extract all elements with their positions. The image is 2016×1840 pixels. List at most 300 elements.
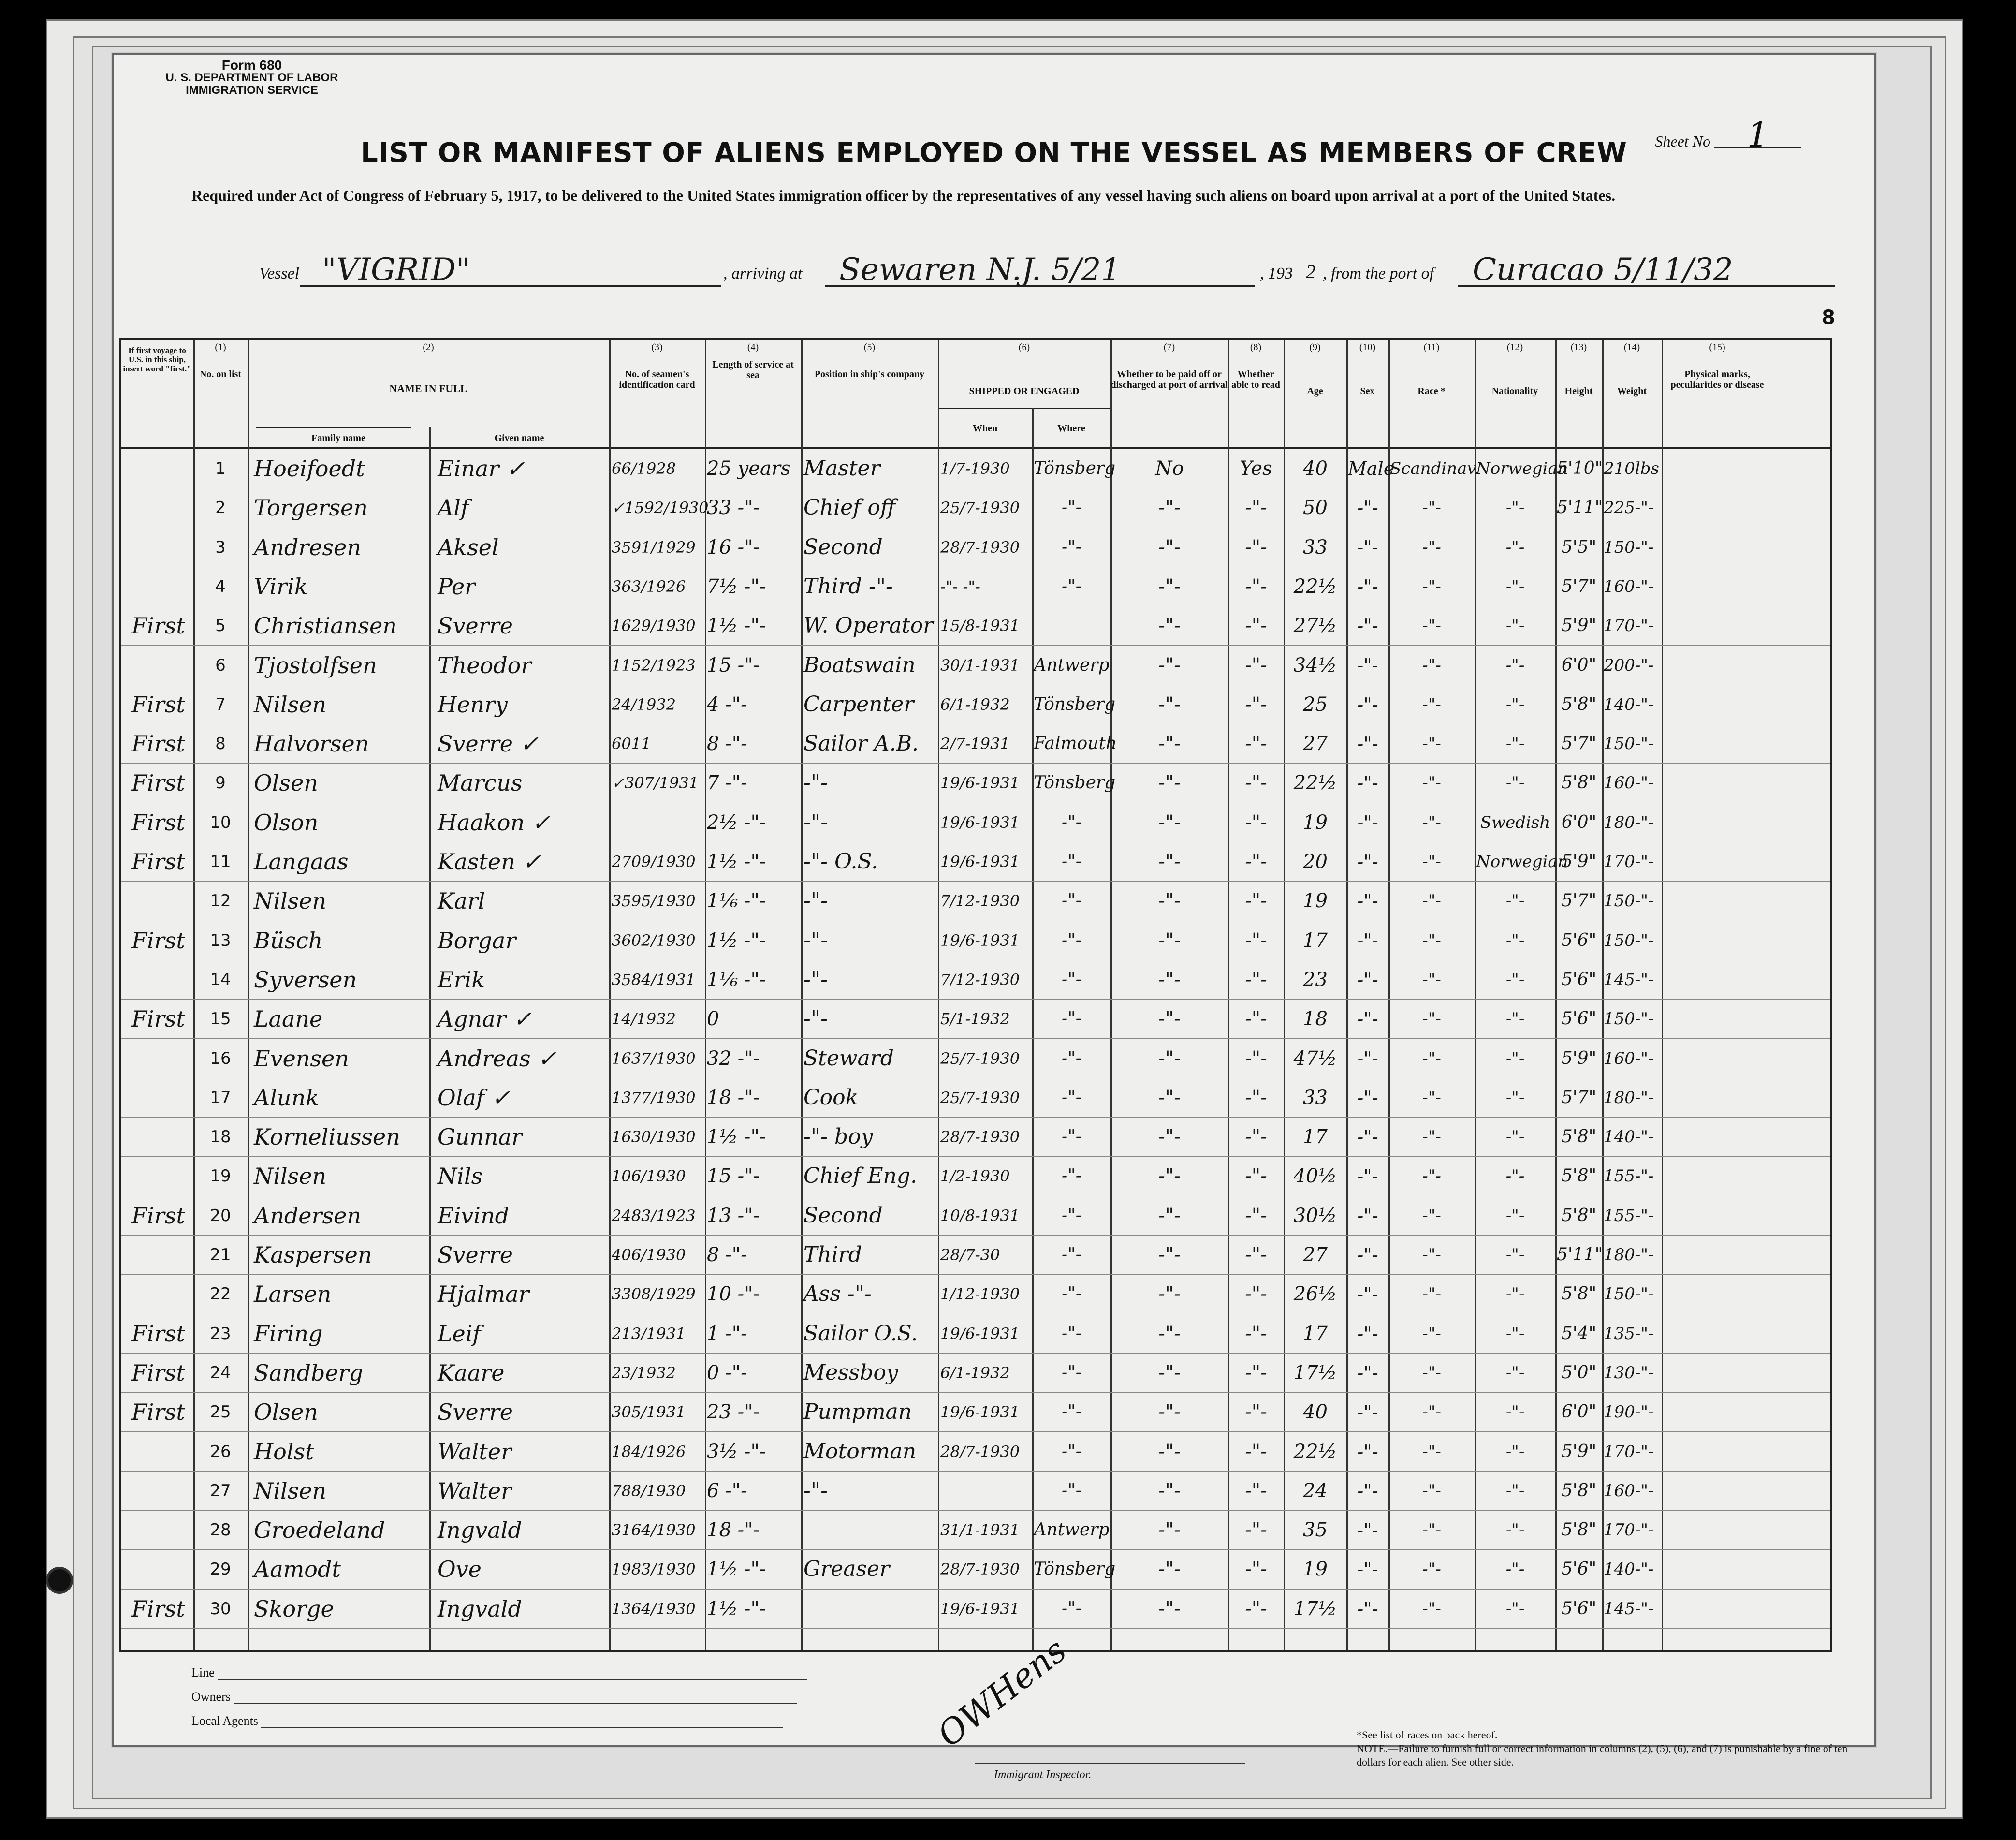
service-length-cell: 0 [707,1008,719,1030]
shipped-when-cell: 31/1-1931 [940,1521,1020,1540]
first-voyage-cell: First [131,927,185,954]
service-length-cell: 6 -"- [707,1479,747,1502]
first-voyage-cell [126,1432,191,1472]
family-name-cell: Tjostolfsen [254,652,377,678]
shipped-when-cell: 25/7-1930 [940,1088,1020,1107]
race-cell: -"- [1422,812,1441,832]
weight-cell: 140-"- [1604,1127,1654,1147]
sex-cell: -"- [1357,1559,1378,1580]
paid-off-cell: -"- [1158,851,1181,873]
position-cell: -"- [803,1478,828,1503]
paid-off-cell: -"- [1158,811,1181,834]
shipped-when-cell: 19/6-1931 [940,774,1020,793]
footer-agents [191,1714,783,1728]
nationality-cell: -"- [1505,1402,1525,1422]
paid-off-cell: -"- [1158,733,1181,755]
list-number-cell: 20 [210,1206,231,1225]
id-card-cell: 2483/1923 [612,1206,696,1225]
column-number: (15) [1709,342,1725,353]
family-name-cell: Firing [254,1320,323,1347]
weight-cell: 150-"- [1604,891,1654,911]
age-cell: 19 [1303,1558,1328,1581]
id-card-cell: 1364/1930 [612,1599,696,1618]
first-voyage-cell: First [131,731,185,757]
family-name-cell: Nilsen [254,691,327,718]
list-number-cell: 27 [210,1481,231,1501]
sex-cell: -"- [1357,1126,1378,1148]
height-cell: 5'6" [1561,930,1597,950]
weight-cell: 140-"- [1604,694,1654,714]
shipped-when-cell: 15/8-1931 [940,617,1020,635]
table-row [121,1000,1830,1039]
paid-off-cell: -"- [1158,1086,1181,1109]
shipped-where-cell: -"- [1062,498,1081,518]
sex-cell: -"- [1357,929,1378,951]
note-fine: NOTE.—Failure to furnish full or correct information in columns (2), (5), (6), and (7) is punishable by a fine of ten dollars for each alien. See other side. [1357,1742,1848,1768]
weight-cell: 130-"- [1604,1363,1654,1383]
service-length-cell: 1 -"- [707,1322,747,1345]
column-number: (8) [1250,342,1262,353]
age-cell: 40 [1303,457,1328,480]
page-number: 8 [1822,307,1835,329]
table-row [121,1196,1830,1236]
id-card-cell: 1377/1930 [612,1088,696,1107]
age-cell: 50 [1303,497,1328,519]
service-length-cell: 7 -"- [707,772,747,795]
shipped-where-cell: -"- [1062,1166,1081,1186]
list-number-cell: 10 [210,812,231,832]
nationality-cell: -"- [1505,498,1525,518]
owners-underline [234,1693,797,1704]
shipped-when-cell: 10/8-1931 [940,1206,1020,1225]
vessel-line [259,246,1845,290]
signature-underline [975,1763,1245,1764]
position-cell: Motorman [803,1439,917,1464]
id-card-cell: 3584/1931 [612,970,696,989]
nationality-cell: -"- [1505,1363,1525,1383]
first-voyage-cell [126,1472,191,1511]
height-cell: 6'0" [1561,812,1597,832]
line-underline [218,1669,807,1680]
crew-manifest-table [119,338,1832,1652]
service-length-cell: 8 -"- [707,1244,747,1266]
position-cell: Chief off [803,495,896,520]
service-length-cell: 1⅙ -"- [707,890,766,913]
able-read-cell: -"- [1245,1204,1267,1227]
first-voyage-cell: First [131,809,185,836]
height-cell: 5'8" [1561,1480,1597,1501]
given-name-cell: Sverre [438,1399,513,1426]
race-cell: Scandinav. [1390,459,1480,478]
race-cell: -"- [1422,537,1441,557]
race-cell: -"- [1422,616,1441,636]
shipped-when-cell: 6/1-1932 [940,1363,1010,1382]
position-cell: Cook [803,1085,859,1110]
shipped-where-cell: -"- [1062,1598,1081,1619]
family-name-cell: Langaas [254,849,349,875]
able-read-cell: -"- [1245,811,1267,834]
service-length-cell: 1½ -"- [707,1597,766,1620]
sex-cell: -"- [1357,1283,1378,1305]
shipped-where-cell: Antwerp [1034,1520,1110,1540]
service-length-cell: 16 -"- [707,536,760,559]
shipped-where-cell: -"- [1062,1323,1081,1343]
header-id-card: No. of seamen's identification card [619,369,695,390]
race-cell: -"- [1422,1402,1441,1422]
shipped-where-cell: -"- [1062,1009,1081,1029]
paid-off-cell: -"- [1158,497,1181,519]
nationality-cell: -"- [1505,1481,1525,1501]
shipped-where-cell: -"- [1062,1205,1081,1225]
id-card-cell: 363/1926 [612,577,686,596]
id-card-cell: 1630/1930 [612,1128,696,1147]
position-cell: Master [803,456,880,481]
table-row [121,1354,1830,1393]
table-row [121,764,1830,803]
able-read-cell: -"- [1245,733,1267,755]
column-number: (6) [1018,342,1030,353]
id-card-cell: 24/1932 [612,695,676,714]
height-cell: 5'5" [1561,537,1597,557]
given-name-cell: Nils [438,1163,483,1190]
table-row [121,646,1830,685]
list-number-cell: 18 [210,1127,231,1147]
first-voyage-cell [126,1511,191,1550]
service-length-cell: 2½ -"- [707,811,766,834]
table-row [121,1590,1830,1629]
list-number-cell: 1 [215,459,226,478]
column-number: (1) [215,342,226,353]
nationality-cell: -"- [1505,930,1525,950]
header-length-service: Length of service at sea [712,359,794,381]
age-cell: 27½ [1293,615,1337,637]
table-row [121,449,1830,488]
id-card-cell: 1629/1930 [612,617,696,635]
id-card-cell: ✓1592/1930 [612,499,709,517]
list-number-cell: 12 [210,891,231,911]
height-cell: 5'8" [1561,1284,1597,1304]
weight-cell: 150-"- [1604,1009,1654,1029]
list-number-cell: 5 [215,616,226,636]
list-number-cell: 3 [215,537,226,557]
race-cell: -"- [1422,1206,1441,1225]
able-read-cell: -"- [1245,772,1267,795]
able-read-cell: -"- [1245,1244,1267,1266]
height-cell: 6'0" [1561,655,1597,675]
weight-cell: 225-"- [1604,498,1654,518]
shipped-when-cell: 28/7-1930 [940,1128,1020,1147]
race-cell: -"- [1422,1324,1441,1343]
owners-label: Owners [191,1690,231,1704]
age-cell: 30½ [1293,1204,1337,1227]
list-number-cell: 28 [210,1520,231,1540]
shipped-when-cell: 19/6-1931 [940,1403,1020,1422]
family-name-cell: Andersen [254,1202,361,1229]
height-cell: 5'7" [1561,734,1597,754]
sex-cell: -"- [1357,1047,1378,1069]
shipped-where-cell: -"- [1062,969,1081,989]
table-row [121,1550,1830,1589]
height-cell: 5'10" [1557,458,1603,478]
header-nationality: Nationality [1491,386,1538,397]
table-row [121,1314,1830,1354]
position-cell: Third [803,1242,862,1267]
sex-cell: -"- [1357,1205,1378,1226]
shipped-where-cell: Tönsberg [1034,1559,1116,1579]
age-cell: 17 [1303,1126,1328,1148]
given-name-cell: Haakon ✓ [438,809,551,836]
given-name-cell: Walter [438,1438,512,1465]
shipped-when-cell: 28/7-1930 [940,538,1020,557]
race-cell: -"- [1422,1560,1441,1579]
header-paid-off: Whether to be paid off or discharged at port of arrival [1110,369,1228,390]
form-service: IMMIGRATION SERVICE [186,84,318,97]
shipped-when-cell: 7/12-1930 [940,892,1020,911]
first-voyage-cell [126,1157,191,1196]
height-cell: 5'9" [1561,1441,1597,1461]
table-row [121,1157,1830,1196]
position-cell: -"- [803,1006,828,1031]
given-name-cell: Aksel [438,534,499,560]
paid-off-cell: -"- [1158,575,1181,598]
first-voyage-cell [126,528,191,567]
first-voyage-cell [126,488,191,528]
punch-hole [46,1567,73,1594]
nationality-cell: -"- [1505,1245,1525,1265]
age-cell: 23 [1303,968,1328,991]
list-number-cell: 11 [210,852,231,871]
id-card-cell: 213/1931 [612,1324,686,1343]
race-cell: -"- [1422,1048,1441,1068]
table-row [121,606,1830,646]
weight-cell: 145-"- [1604,970,1654,989]
nationality-cell: -"- [1505,576,1525,596]
table-row [121,842,1830,882]
height-cell: 5'8" [1561,773,1597,793]
family-name-cell: Groedeland [254,1517,385,1544]
header-when: When [972,423,998,434]
shipped-where-cell: -"- [1062,1362,1081,1383]
form-department: U. S. DEPARTMENT OF LABOR [165,71,338,84]
service-length-cell: 23 -"- [707,1401,760,1424]
position-cell [803,1511,937,1550]
sex-cell: -"- [1357,1519,1378,1541]
list-number-cell: 25 [210,1402,231,1422]
header-position: Position in ship's company [814,369,925,380]
from-port: Curacao 5/11/32 [1473,252,1733,288]
sex-cell: -"- [1357,851,1378,872]
column-number: (13) [1570,342,1587,353]
list-number-cell: 19 [210,1166,231,1186]
list-number-cell: 24 [210,1363,231,1383]
shipped-where-cell: -"- [1062,812,1081,832]
weight-cell: 150-"- [1604,930,1654,950]
given-name-cell: Ove [438,1556,482,1583]
able-read-cell: -"- [1245,1165,1267,1188]
column-number: (4) [747,342,759,353]
service-length-cell: 18 -"- [707,1519,760,1542]
first-voyage-cell: First [131,1202,185,1229]
position-cell: Third -"- [803,574,893,599]
sex-cell: -"- [1357,1087,1378,1108]
shipped-when-cell: 1/2-1930 [940,1167,1010,1186]
first-voyage-cell [126,1550,191,1589]
nationality-cell: -"- [1505,1166,1525,1186]
age-cell: 24 [1303,1479,1328,1502]
header-family-name: Family name [311,433,365,443]
shipped-when-cell: 28/7-1930 [940,1442,1020,1461]
header-shipped: SHIPPED OR ENGAGED [969,386,1080,397]
sex-cell: -"- [1357,536,1378,558]
nationality-cell: -"- [1505,1127,1525,1147]
able-read-cell: -"- [1245,968,1267,991]
age-cell: 18 [1303,1008,1328,1030]
nationality-cell: -"- [1505,891,1525,911]
position-cell: Messboy [803,1360,898,1385]
sex-cell: -"- [1357,890,1378,912]
paid-off-cell: -"- [1158,1204,1181,1227]
position-cell: Carpenter [803,692,914,717]
paid-off-cell: -"- [1158,693,1181,716]
given-name-cell: Walter [438,1477,512,1504]
paid-off-cell: -"- [1158,1519,1181,1542]
page-title: LIST OR MANIFEST OF ALIENS EMPLOYED ON THE VESSEL AS MEMBERS OF CREW [361,137,1627,169]
able-read-cell: -"- [1245,536,1267,559]
family-name-cell: Büsch [254,927,323,954]
race-cell: -"- [1422,1442,1441,1461]
family-name-cell: Larsen [254,1281,332,1308]
id-card-cell: 106/1930 [612,1167,686,1186]
race-cell: -"- [1422,1245,1441,1265]
header-race: Race * [1417,386,1446,397]
list-number-cell: 14 [210,970,231,989]
shipped-where-cell: -"- [1062,1127,1081,1147]
paid-off-cell: -"- [1158,1361,1181,1384]
given-name-cell: Olaf ✓ [438,1084,511,1111]
first-voyage-cell: First [131,1006,185,1032]
family-name-cell: Hoeifoedt [254,456,365,482]
id-card-cell: 66/1928 [612,459,676,478]
age-cell: 25 [1303,693,1328,716]
shipped-where-cell: -"- [1062,537,1081,557]
family-name-cell: Kaspersen [254,1242,372,1268]
nationality-cell: Swedish [1480,812,1550,832]
year-label: , 193 [1260,265,1293,282]
race-cell: -"- [1422,694,1441,714]
footer-owners [191,1690,797,1704]
weight-cell: 155-"- [1604,1206,1654,1225]
race-cell: -"- [1422,1481,1441,1501]
position-cell: Greaser [803,1557,890,1582]
shipped-when-cell: 25/7-1930 [940,499,1020,517]
sheet-number-value: 1 [1714,123,1801,148]
shipped-where-cell: -"- [1062,1087,1081,1107]
shipped-when-cell: 1/12-1930 [940,1285,1020,1304]
service-length-cell: 1½ -"- [707,1558,766,1581]
service-length-cell: 1½ -"- [707,1126,766,1148]
nationality-cell: -"- [1505,1048,1525,1068]
shipped-when-cell: 25/7-1930 [940,1049,1020,1068]
table-row [121,921,1830,960]
able-read-cell: -"- [1245,575,1267,598]
service-length-cell: 7½ -"- [707,575,766,598]
service-length-cell: 10 -"- [707,1283,760,1306]
race-cell: -"- [1422,1166,1441,1186]
header-able-read: Whether able to read [1231,369,1280,390]
given-name-cell: Ingvald [438,1517,522,1544]
age-cell: 33 [1303,1086,1328,1109]
shipped-where-cell: Falmouth [1034,734,1117,754]
first-voyage-cell [126,1236,191,1275]
table-row [121,1393,1830,1432]
height-cell: 5'7" [1561,891,1597,911]
table-row [121,1078,1830,1118]
shipped-where-cell: Tönsberg [1034,773,1116,793]
height-cell: 5'7" [1561,1087,1597,1107]
sex-cell: -"- [1357,497,1378,519]
sex-cell: -"- [1357,1598,1378,1619]
paid-off-cell: No [1155,457,1184,480]
nationality-cell: Norwegian [1476,852,1568,871]
nationality-cell: -"- [1505,1088,1525,1107]
nationality-cell: -"- [1505,970,1525,989]
weight-cell: 160-"- [1604,773,1654,793]
age-cell: 26½ [1293,1283,1337,1306]
shipped-when-cell: 1/7-1930 [940,459,1010,478]
header-weight: Weight [1617,386,1647,397]
first-voyage-cell [126,646,191,685]
paid-off-cell: -"- [1158,1165,1181,1188]
shipped-when-cell: 19/6-1931 [940,813,1020,832]
sex-cell: -"- [1357,1008,1378,1030]
footer-line [191,1665,807,1680]
race-cell: -"- [1422,852,1441,871]
position-cell: Chief Eng. [803,1163,917,1189]
family-name-cell: Evensen [254,1045,349,1072]
height-cell: 5'7" [1561,576,1597,596]
paid-off-cell: -"- [1158,1283,1181,1306]
service-length-cell: 15 -"- [707,654,760,677]
paid-off-cell: -"- [1158,772,1181,795]
able-read-cell: Yes [1240,457,1272,480]
first-voyage-cell [126,1039,191,1078]
sex-cell: -"- [1357,693,1378,715]
id-card-cell: ✓307/1931 [612,774,699,793]
age-cell: 17½ [1293,1361,1337,1384]
given-name-cell: Alf [438,495,469,521]
header-no-on-list: No. on list [199,369,242,380]
column-number: (12) [1506,342,1523,353]
column-number: (11) [1423,342,1440,353]
shipped-when-cell: -"- -"- [940,577,980,596]
able-read-cell: -"- [1245,1047,1267,1070]
form-number: Form 680 [221,58,282,73]
list-number-cell: 26 [210,1442,231,1461]
given-name-cell: Theodor [438,652,532,678]
shipped-where-cell: -"- [1062,1441,1081,1461]
column-number: (14) [1623,342,1640,353]
shipped-where-cell [1034,606,1110,646]
list-number-cell: 9 [215,773,226,793]
page-subtitle: Required under Act of Congress of February 5, 1917, to be delivered to the United States immigration officer by the representatives of any vessel having such aliens on board upon arrival at a port of the United States. [191,187,1616,204]
shipped-where-cell: -"- [1062,930,1081,950]
vessel-name: "VIGRID" [322,252,470,288]
weight-cell: 150-"- [1604,1284,1654,1304]
sex-cell: Male [1348,458,1395,479]
age-cell: 47½ [1293,1047,1337,1070]
height-cell: 5'6" [1561,1598,1597,1619]
first-voyage-cell [126,567,191,606]
